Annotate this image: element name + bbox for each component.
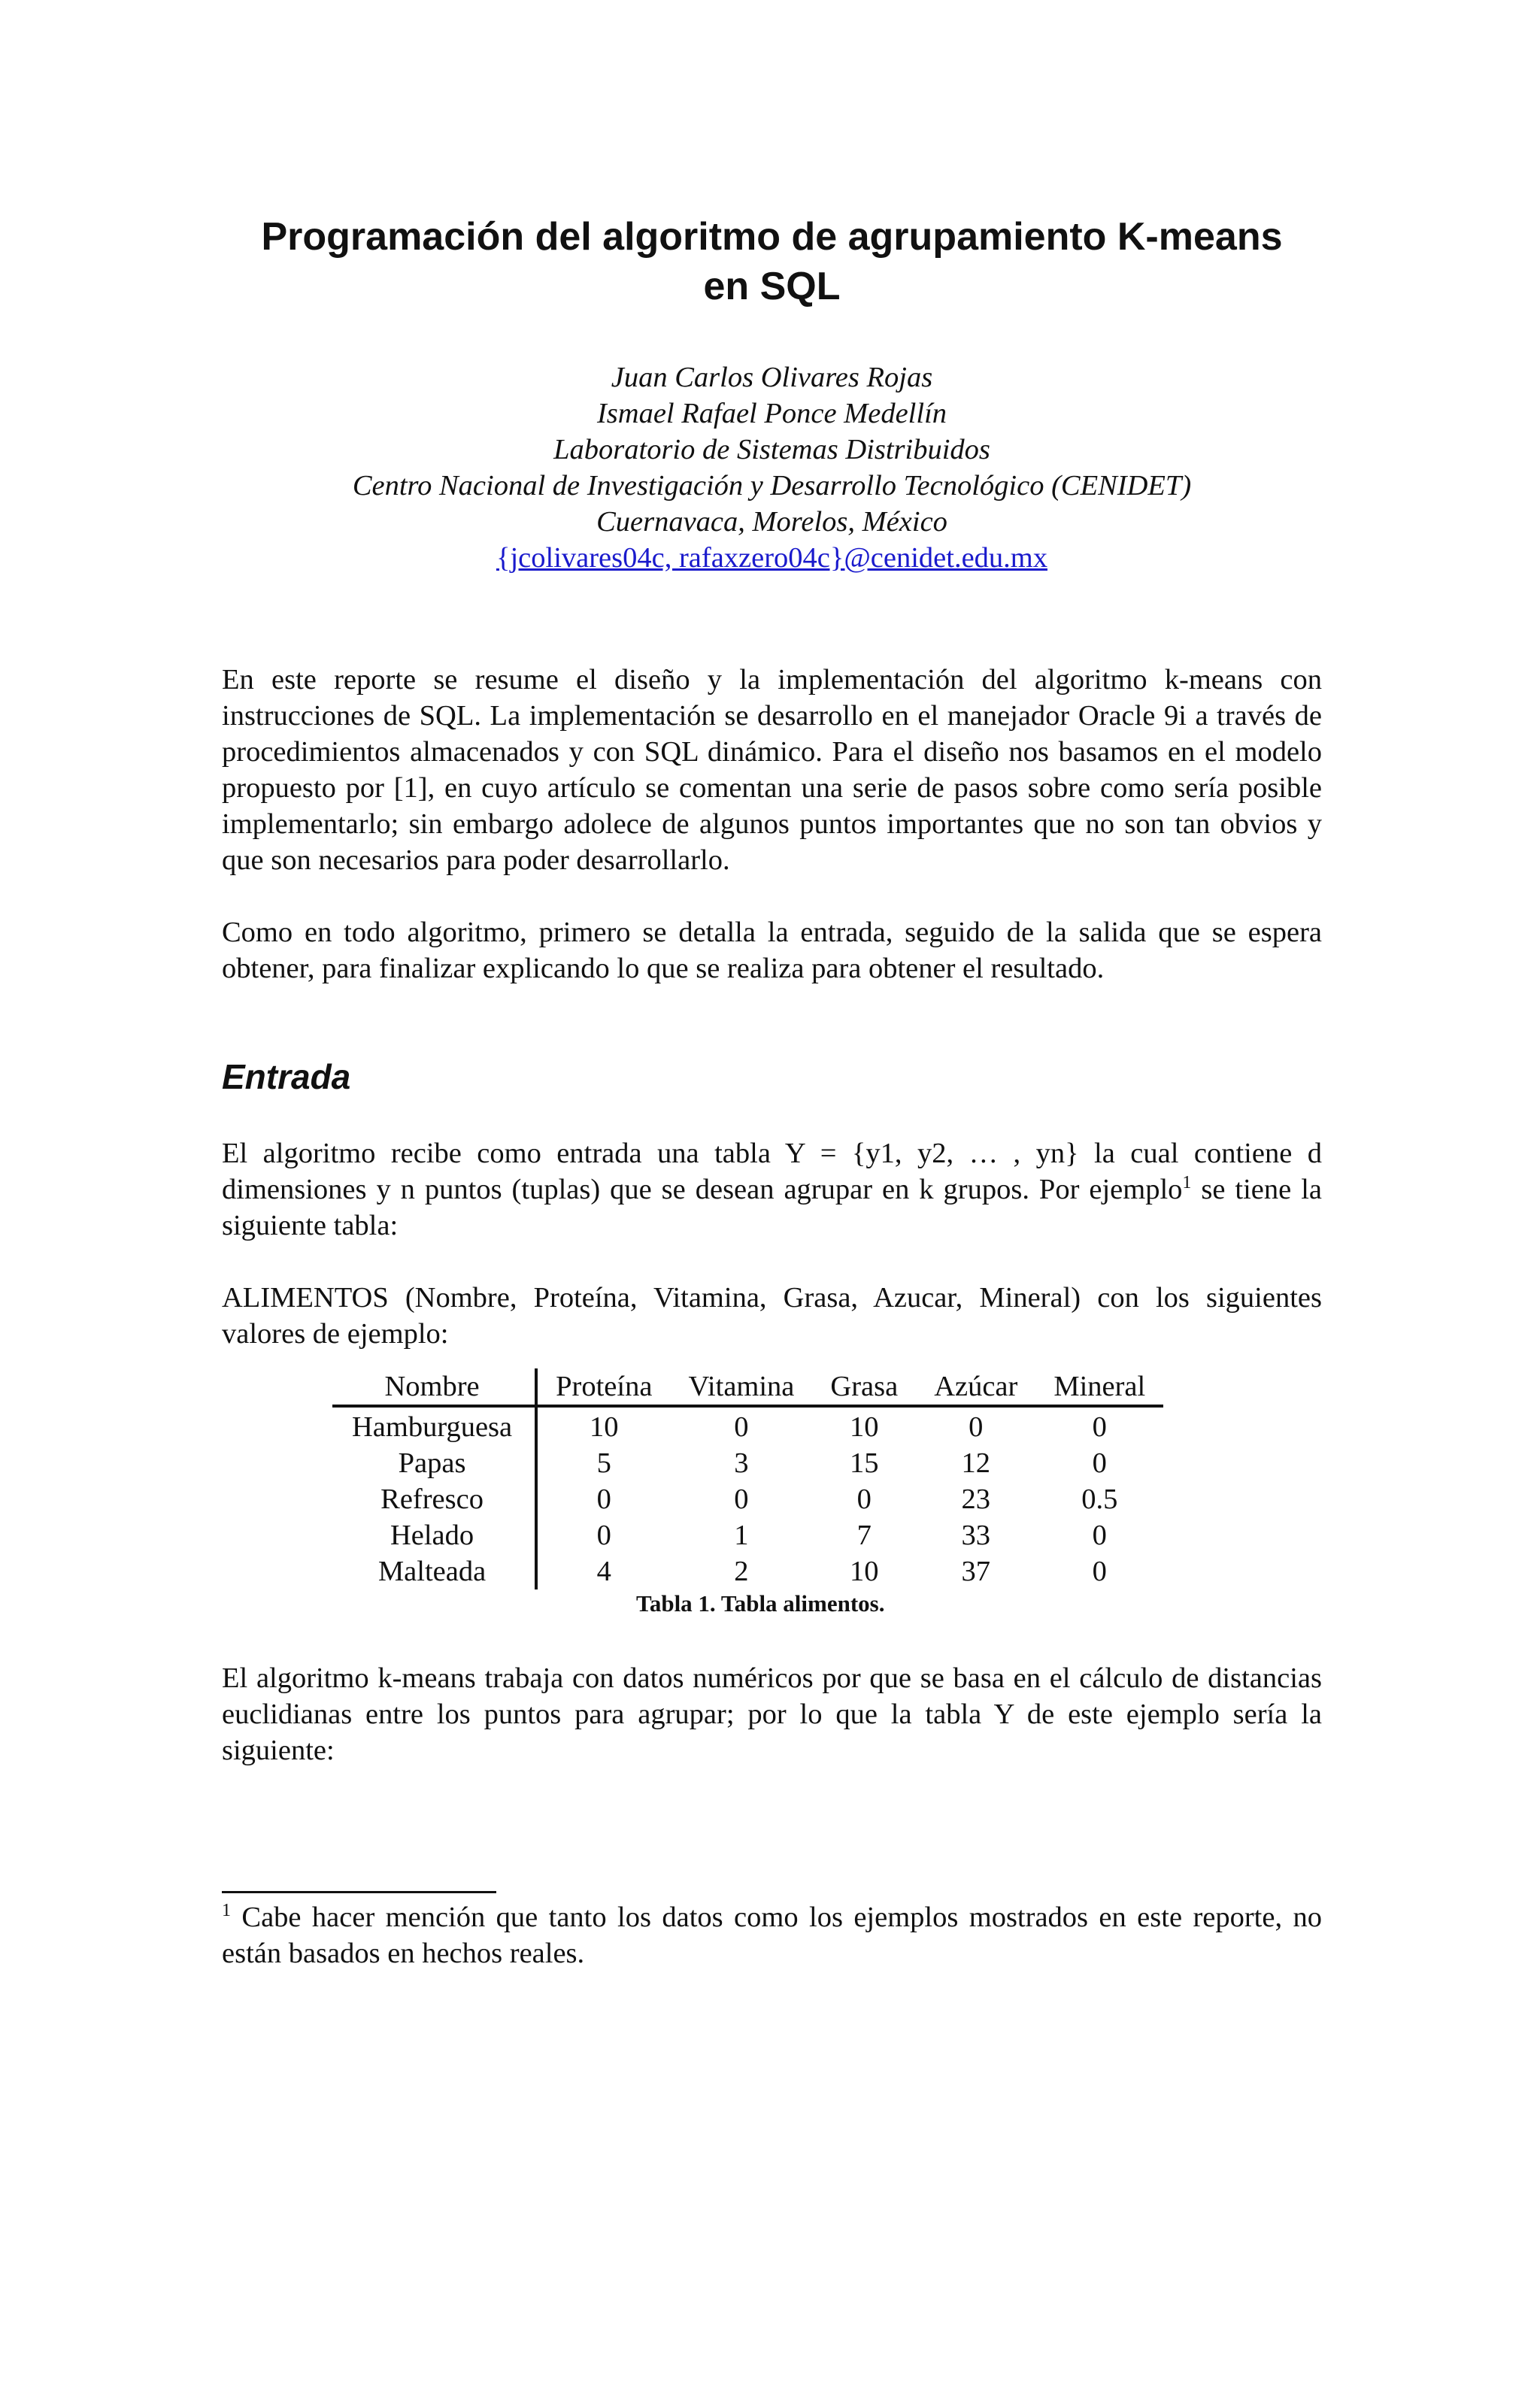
table-row	[332, 1406, 1163, 1445]
footnote-reference[interactable]: 1	[1182, 1173, 1192, 1193]
footnote	[222, 1899, 1322, 1971]
column-header: Nombre	[332, 1368, 536, 1406]
footnote-divider	[222, 1891, 496, 1893]
column-header: Mineral	[1035, 1368, 1163, 1406]
table-cell: 0	[596, 1520, 611, 1551]
table-cell: 1	[734, 1520, 749, 1551]
table-cell: 0	[1092, 1556, 1107, 1587]
document-page	[0, 212, 1540, 2391]
table-cell: 0	[1092, 1447, 1107, 1479]
input-paragraph	[222, 1135, 1322, 1244]
paper-title	[222, 212, 1322, 311]
table-cell: 0	[1092, 1411, 1107, 1443]
table-row	[332, 1445, 1163, 1481]
table-cell: Hamburguesa	[332, 1406, 536, 1445]
email-link[interactable]: {jcolivares04c, rafaxzero04c}@cenidet.edu.mx	[496, 542, 1047, 574]
table-cell: Malteada	[332, 1553, 536, 1589]
table-row	[332, 1517, 1163, 1553]
table-cell: 23	[961, 1483, 991, 1515]
schema-paragraph: ALIMENTOS (Nombre, Proteína, Vitamina, Grasa, Azucar, Mineral) con los siguientes valores de ejemplo:	[222, 1282, 1322, 1350]
table-caption: Tabla 1. Tabla alimentos.	[636, 1590, 885, 1617]
table-cell: 10	[850, 1411, 879, 1443]
table-cell: 4	[596, 1556, 611, 1587]
table-cell: 3	[734, 1447, 749, 1479]
alimentos-table	[332, 1368, 1163, 1589]
table-cell: 15	[850, 1447, 879, 1479]
author-block	[222, 359, 1322, 576]
affiliation-location: Cuernavaca, Morelos, México	[596, 506, 947, 538]
footnote-mark: 1	[222, 1901, 231, 1921]
table-cell: 0	[734, 1483, 749, 1515]
table-cell: 10	[590, 1411, 619, 1443]
table-cell: 10	[850, 1556, 879, 1587]
author-2: Ismael Rafael Ponce Medellín	[596, 398, 947, 429]
table-cell: Refresco	[332, 1481, 536, 1517]
table-cell: 0	[596, 1483, 611, 1515]
table-row	[332, 1553, 1163, 1589]
title-line-2: en SQL	[703, 265, 841, 308]
column-header: Grasa	[812, 1368, 916, 1406]
table-cell: 0	[969, 1411, 984, 1443]
intro-paragraph: Como en todo algoritmo, primero se detalla la entrada, seguido de la salida que se espera obtener, para finalizar explicando lo que se realiza para obtener el resultado.	[222, 917, 1322, 984]
column-header: Azúcar	[916, 1368, 1035, 1406]
table-cell: 0	[734, 1411, 749, 1443]
table-header-row	[332, 1368, 1163, 1406]
kmeans-paragraph: El algoritmo k-means trabaja con datos numéricos por que se basa en el cálculo de distancias euclidianas entre los puntos para agrupar; por lo que la tabla Y de este ejemplo sería la siguiente:	[222, 1662, 1322, 1766]
author-1: Juan Carlos Olivares Rojas	[611, 362, 933, 393]
input-paragraph-text-end: se tiene la siguiente tabla:	[222, 1174, 1322, 1241]
input-paragraph-text: El algoritmo recibe como entrada una tabla Y = {y1, y2, … , yn} la cual contiene d dimensiones y n puntos (tuplas) que se desean agrupar en k grupos. Por ejemplo	[222, 1138, 1322, 1205]
table-cell: 5	[596, 1447, 611, 1479]
table-cell: 0	[1092, 1520, 1107, 1551]
table-cell: 0	[856, 1483, 872, 1515]
abstract-paragraph: En este reporte se resume el diseño y la implementación del algoritmo k-means con instrucciones de SQL. La implementación se desarrollo en el manejador Oracle 9i a través de procedimientos almacenados y con SQL dinámico. Para el diseño nos basamos en el modelo propuesto por [1], en cuyo artículo se comentan una serie de pasos sobre como sería posible implementarlo; sin embargo adolece de algunos puntos importantes que no son tan obvios y que son necesarios para poder desarrollarlo.	[222, 664, 1322, 876]
table-cell: 2	[734, 1556, 749, 1587]
column-header: Vitamina	[670, 1368, 812, 1406]
title-line-1: Programación del algoritmo de agrupamiento K-means	[261, 215, 1283, 259]
table-cell: 0.5	[1081, 1483, 1118, 1515]
column-header: Proteína	[536, 1368, 670, 1406]
table-cell: 12	[961, 1447, 991, 1479]
table-cell: 37	[961, 1556, 991, 1587]
table-cell: 33	[961, 1520, 991, 1551]
section-heading-entrada: Entrada	[222, 1057, 351, 1096]
footnote-text: Cabe hacer mención que tanto los datos como los ejemplos mostrados en este reporte, no están basados en hechos reales.	[222, 1902, 1322, 1969]
table-cell: 7	[856, 1520, 872, 1551]
table-cell: Helado	[332, 1517, 536, 1553]
affiliation-institution: Centro Nacional de Investigación y Desarrollo Tecnológico (CENIDET)	[352, 470, 1192, 502]
table-cell: Papas	[332, 1445, 536, 1481]
table-row	[332, 1481, 1163, 1517]
affiliation-lab: Laboratorio de Sistemas Distribuidos	[553, 434, 990, 465]
